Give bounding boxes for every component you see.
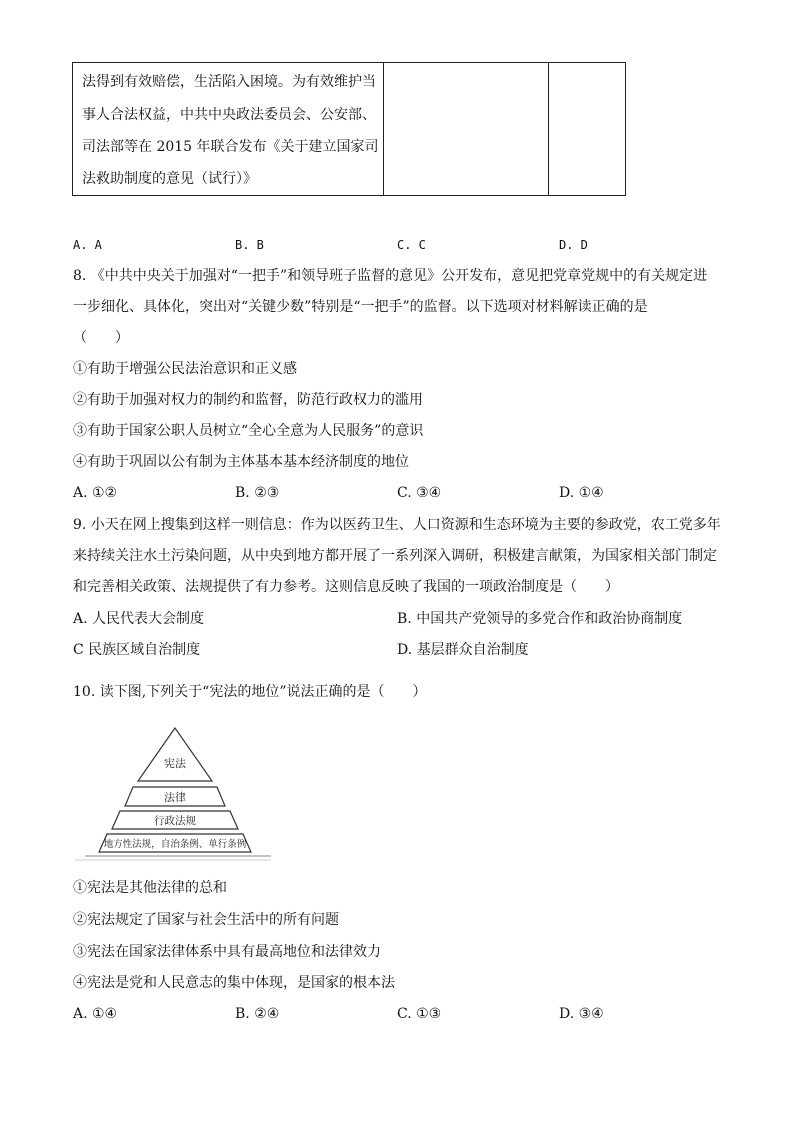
pyramid-label: 地方性法规，自治条例、单行条例 [103, 839, 247, 850]
pyramid-label: 法律 [164, 791, 186, 804]
table-line: 法救助制度的意见（试行）》 [82, 171, 257, 187]
q9-stem-line: 和完善相关政策、法规提供了有力参考。这则信息反映了我国的一项政治制度是（ ） [73, 579, 619, 595]
q10-option-a[interactable]: A. ①④ [73, 1006, 118, 1022]
q8-item: ②有助于加强对权力的制约和监督，防范行政权力的滥用 [73, 392, 423, 408]
q8-stem-line: 一步细化、具体化，突出对“关键少数”特别是“一把手”的监督。以下选项对材料解读正确的是 [73, 299, 648, 315]
pyramid-label: 宪法 [164, 757, 186, 770]
q10-option-c[interactable]: C. ①③ [397, 1006, 442, 1022]
table-line: 事人合法权益，中共中央政法委员会、公安部、 [82, 107, 376, 123]
q9-option-d[interactable]: D. 基层群众自治制度 [397, 642, 529, 658]
table-line: 司法部等在 2015 年联合发布《关于建立国家司 [82, 139, 379, 155]
law-pyramid-figure [75, 725, 275, 865]
law-pyramid-svg [75, 725, 275, 865]
q10-option-b[interactable]: B. ②④ [235, 1006, 280, 1022]
q9-stem-line: 9. 小天在网上搜集到这样一则信息：作为以医药卫生、人口资源和生态环境为主要的参政党，农工党多年 [73, 517, 721, 533]
q8-item: ④有助于巩固以公有制为主体基本基本经济制度的地位 [73, 454, 409, 470]
q10-item: ④宪法是党和人民意志的集中体现，是国家的根本法 [73, 975, 395, 991]
q8-item: ①有助于增强公民法治意识和正义感 [73, 361, 297, 377]
q7-option-b[interactable]: B. B [235, 238, 264, 252]
q9-stem-line: 来持续关注水土污染问题，从中央到地方都开展了一系列深入调研，积极建言献策，为国家相关部门制定 [73, 548, 717, 564]
q10-item: ②宪法规定了国家与社会生活中的所有问题 [73, 912, 339, 928]
pyramid-label: 行政法规 [154, 815, 196, 827]
table-cell-empty [548, 62, 626, 196]
q8-stem-line: （ ） [73, 330, 129, 346]
table-cell-text [72, 62, 384, 196]
table-fragment [72, 62, 626, 196]
q9-option-c[interactable]: C 民族区域自治制度 [73, 642, 201, 658]
q8-option-c[interactable]: C. ③④ [397, 485, 442, 501]
table-line: 法得到有效赔偿，生活陷入困境。为有效维护当 [82, 74, 376, 90]
q7-option-d[interactable]: D. D [559, 238, 588, 252]
q8-stem-line: 8. 《中共中央关于加强对“一把手”和领导班子监督的意见》公开发布，意见把党章党规中的有关规定进 [73, 268, 708, 284]
pyramid-level-constitution [138, 728, 212, 781]
q10-item: ①宪法是其他法律的总和 [73, 880, 227, 896]
q8-option-b[interactable]: B. ②③ [235, 485, 280, 501]
q8-option-a[interactable]: A. ①② [73, 485, 118, 501]
q7-option-a[interactable]: A. A [73, 238, 102, 252]
q9-option-a[interactable]: A. 人民代表大会制度 [73, 611, 205, 627]
q7-option-c[interactable]: C. C [397, 238, 426, 252]
q9-option-b[interactable]: B. 中国共产党领导的多党合作和政治协商制度 [397, 611, 683, 627]
q8-item: ③有助于国家公职人员树立“全心全意为人民服务”的意识 [73, 423, 424, 439]
q8-option-d[interactable]: D. ①④ [559, 485, 604, 501]
q10-stem: 10. 读下图,下列关于“宪法的地位”说法正确的是（ ） [73, 684, 427, 700]
q10-option-d[interactable]: D. ③④ [559, 1006, 604, 1022]
table-cell-empty [383, 62, 549, 196]
q10-item: ③宪法在国家法律体系中具有最高地位和法律效力 [73, 944, 381, 960]
